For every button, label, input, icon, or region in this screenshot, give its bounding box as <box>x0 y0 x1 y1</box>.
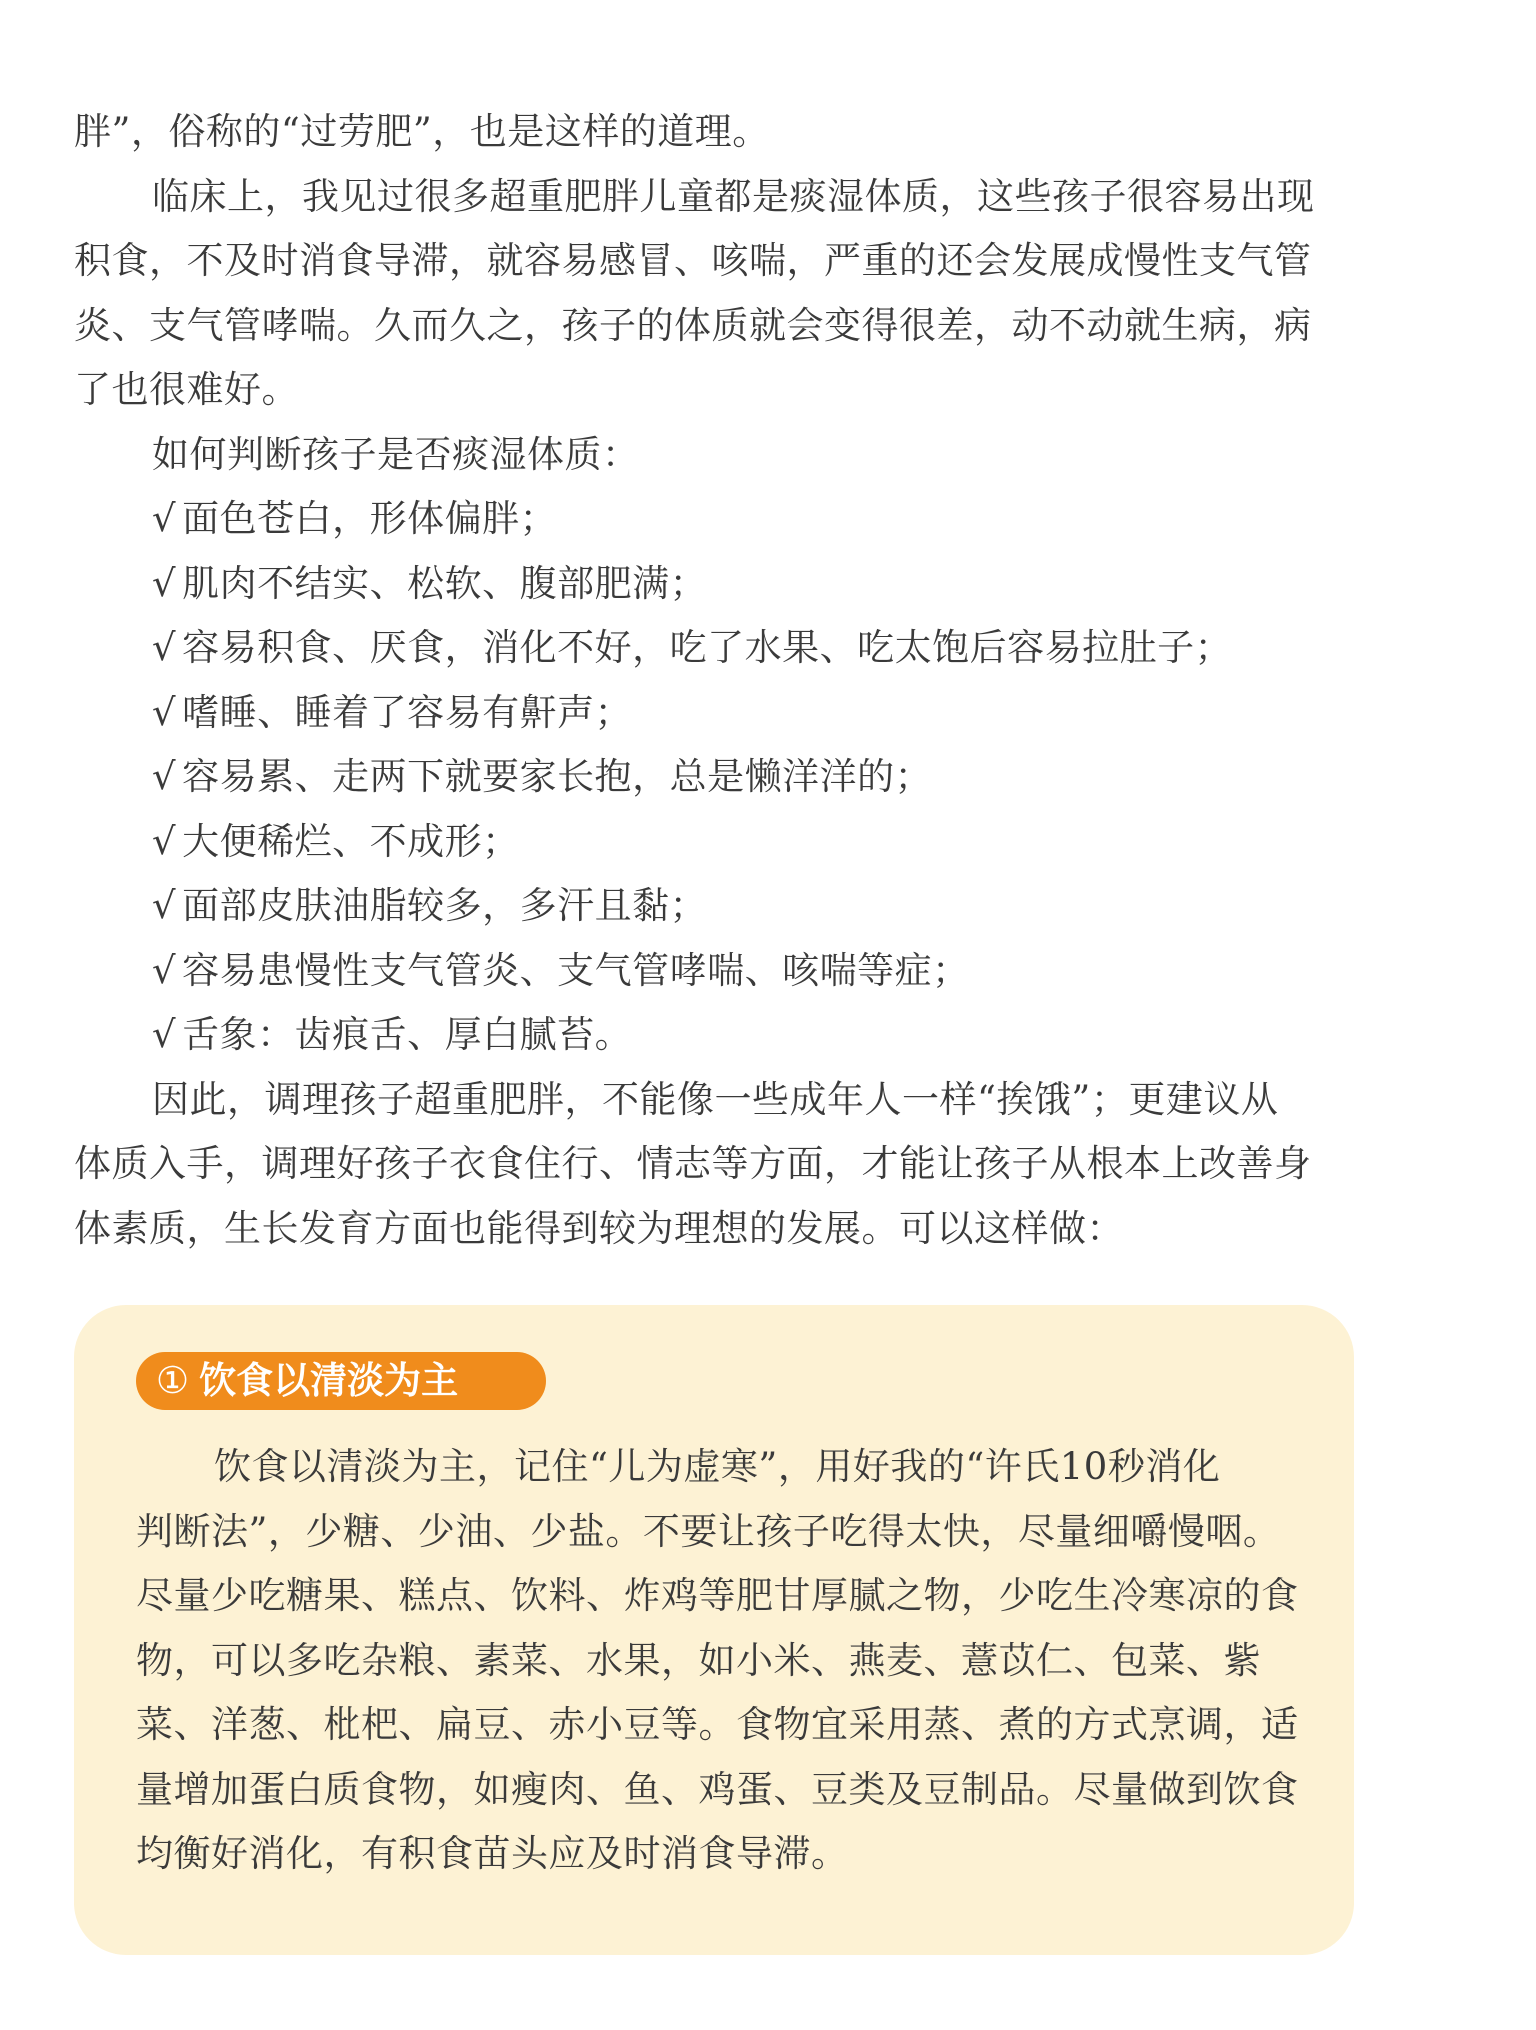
paragraph-line: 了也很难好。 <box>74 368 299 411</box>
check-mark-icon: √ <box>152 948 177 992</box>
paragraph-line: 临床上，我见过很多超重肥胖儿童都是痰湿体质，这些孩子很容易出现 <box>152 174 1315 218</box>
tip-line: 饮食以清淡为主，记住“儿为虚寒”，用好我的“许氏10秒消化 <box>214 1445 1221 1488</box>
checklist-item <box>74 681 1354 746</box>
tip-title-badge <box>136 1352 546 1410</box>
checklist-item <box>74 1003 1354 1068</box>
checklist-item <box>74 487 1354 552</box>
checklist-item <box>74 745 1354 810</box>
tip-line: 均衡好消化，有积食苗头应及时消食导滞。 <box>136 1832 849 1875</box>
tip-number: ① <box>156 1359 190 1402</box>
check-mark-icon: √ <box>152 884 177 927</box>
main-text <box>74 100 1354 1261</box>
checklist-item <box>74 552 1354 617</box>
check-mark-icon: √ <box>152 497 177 540</box>
checklist-item <box>74 874 1354 939</box>
checklist-item-text: 容易患慢性支气管炎、支气管哮喘、咳喘等症； <box>182 948 970 992</box>
checklist-item <box>74 810 1354 875</box>
tip-line: 菜、洋葱、枇杷、扁豆、赤小豆等。食物宜采用蒸、煮的方式烹调，适 <box>136 1703 1299 1746</box>
checklist-item-text: 面色苍白，形体偏胖； <box>182 497 558 540</box>
checklist-item-text: 容易积食、厌食，消化不好，吃了水果、吃太饱后容易拉肚子； <box>182 626 1233 669</box>
paragraph-line: 胖”，俗称的“过劳肥”，也是这样的道理。 <box>74 110 770 153</box>
paragraph-line: 如何判断孩子是否痰湿体质： <box>152 432 640 476</box>
checklist-item-text: 嗜睡、睡着了容易有鼾声； <box>182 690 633 734</box>
tip-text <box>136 1435 1316 1887</box>
checklist-item-text: 容易累、走两下就要家长抱，总是懒洋洋的； <box>182 755 933 798</box>
paragraph-line: 体素质，生长发育方面也能得到较为理想的发展。可以这样做： <box>74 1206 1124 1250</box>
paragraph-line: 因此，调理孩子超重肥胖，不能像一些成年人一样“挨饿”；更建议从 <box>152 1077 1279 1121</box>
tip-line: 量增加蛋白质食物，如瘦肉、鱼、鸡蛋、豆类及豆制品。尽量做到饮食 <box>136 1767 1299 1811</box>
checklist-item-text: 肌肉不结实、松软、腹部肥满； <box>182 561 708 605</box>
tip-line: 尽量少吃糖果、糕点、饮料、炸鸡等肥甘厚腻之物，少吃生冷寒凉的食 <box>136 1574 1299 1617</box>
checklist-item-text: 面部皮肤油脂较多，多汗且黏； <box>182 884 708 927</box>
check-mark-icon: √ <box>152 1013 177 1056</box>
check-mark-icon: √ <box>152 819 177 863</box>
tip-title: 饮食以清淡为主 <box>199 1359 459 1402</box>
check-mark-icon: √ <box>152 561 177 605</box>
checklist-item <box>74 939 1354 1004</box>
check-mark-icon: √ <box>152 626 177 669</box>
checklist-item <box>74 616 1354 681</box>
tip-line: 判断法”，少糖、少油、少盐。不要让孩子吃得太快，尽量细嚼慢咽。 <box>136 1509 1281 1553</box>
tip-line: 物，可以多吃杂粮、素菜、水果，如小米、燕麦、薏苡仁、包菜、紫 <box>136 1638 1261 1682</box>
check-mark-icon: √ <box>152 755 177 798</box>
check-mark-icon: √ <box>152 690 177 734</box>
tip-box <box>74 1305 1354 1955</box>
checklist-item-text: 舌象：齿痕舌、厚白腻苔。 <box>182 1013 633 1056</box>
paragraph-line: 体质入手，调理好孩子衣食住行、情志等方面，才能让孩子从根本上改善身 <box>74 1142 1312 1185</box>
paragraph-line: 炎、支气管哮喘。久而久之，孩子的体质就会变得很差，动不动就生病，病 <box>74 303 1312 347</box>
checklist-item-text: 大便稀烂、不成形； <box>182 819 520 863</box>
paragraph-line: 积食，不及时消食导滞，就容易感冒、咳喘，严重的还会发展成慢性支气管 <box>74 239 1312 282</box>
